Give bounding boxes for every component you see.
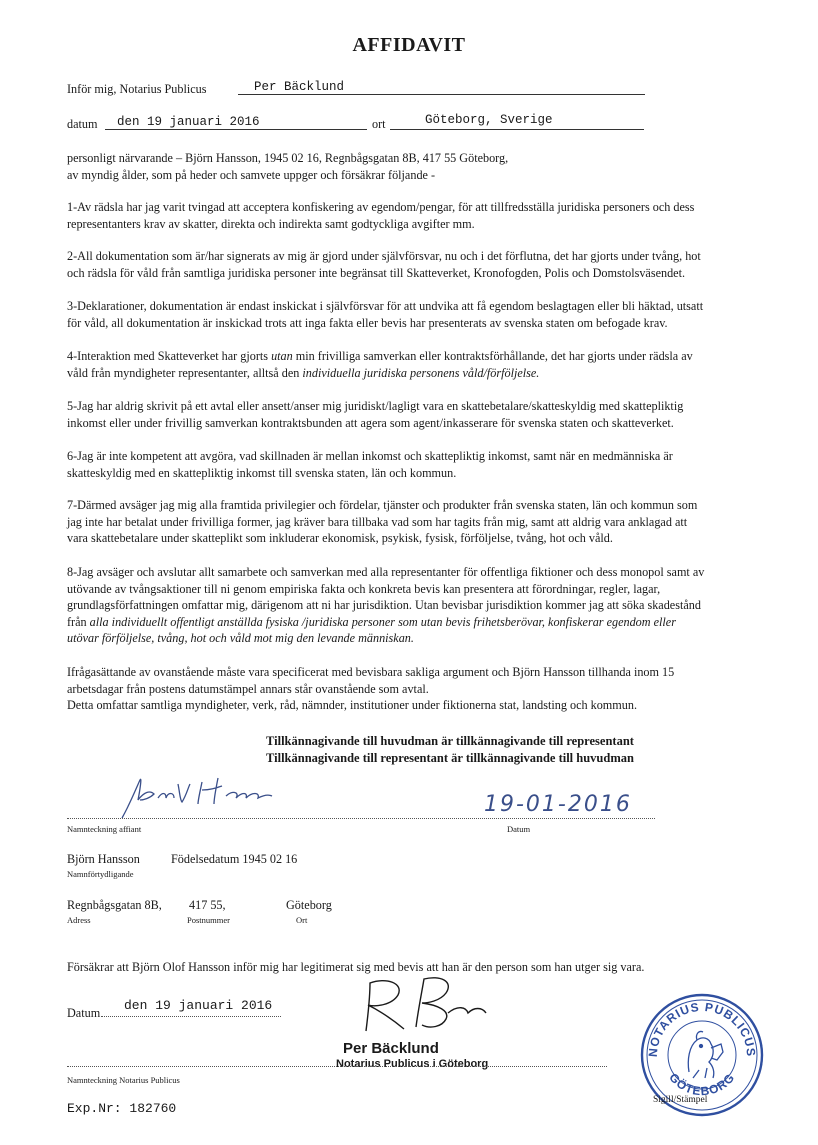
- paragraph-line: [67, 614, 818, 631]
- paragraph-line: inkomst eller under frivillig samverkan kontraktsbunden att agera som agent/inkasserare för svenska staten och skatteverket.: [67, 415, 674, 430]
- affiant-city: Göteborg: [286, 898, 332, 912]
- paragraph-line: representanters krav av skatter, direkta och indirekta samt godtyckliga avgifter mm.: [67, 216, 475, 231]
- intro-line: personligt närvarande – Björn Hansson, 1945 02 16, Regnbågsgatan 8B, 417 55 Göteborg,: [67, 151, 509, 165]
- text-run: 4-Interaktion med Skatteverket har gjorts: [67, 349, 272, 363]
- notary-date-field: den 19 januari 2016: [124, 998, 273, 1013]
- closing-paragraph: [67, 664, 818, 714]
- notary-signature-line: [67, 1066, 607, 1067]
- affiant-signature-line: [67, 818, 655, 819]
- seal-bottom-text: GÖTEBORG: [666, 1070, 738, 1099]
- paragraph-line: 8-Jag avsäger och avslutar allt samarbete och samverkan med alla representanter för offentliga fiktioner och dess monopol samt av: [67, 565, 705, 579]
- paragraph-5: [67, 398, 818, 431]
- paragraph-line: utövande av tvångsaktioner till ni genom empiriska fakta och konkreta bevis kan presentera att förordningar, regler, lagar,: [67, 581, 661, 596]
- affiant-street-caption: Adress: [67, 915, 91, 925]
- affiant-date-label: Datum: [507, 824, 531, 834]
- paragraph-line: 3-Deklarationer, dokumentation är endast inskickat i självförsvar för att undvika att få egendom beslagtagen eller bli häktad, utsatt: [67, 299, 704, 313]
- maxim-2: Tillkännagivande till representant är tillkännagivande till huvudman: [266, 751, 634, 765]
- certification-text: Försäkrar att Björn Olof Hansson inför mig har legitimerat sig med bevis att han är den person som han utger sig vara.: [67, 960, 645, 974]
- paragraph-line: arbetsdagar från postens datumstämpel annars står ovanstående som avtal.: [67, 681, 429, 696]
- paragraph-line: skatteskyldig med en skattepliktig inkomst till svenska staten, län och kommun.: [67, 465, 457, 480]
- affiant-street: Regnbågsgatan 8B,: [67, 898, 162, 912]
- notary-stamp-name: Per Bäcklund: [343, 1040, 439, 1057]
- notary-date-label: Datum: [67, 1006, 101, 1020]
- affiant-postcode-caption: Postnummer: [187, 915, 230, 925]
- place-line: [390, 129, 644, 130]
- paragraph-8: [67, 564, 818, 647]
- notary-name-field: Per Bäcklund: [254, 80, 345, 94]
- affiant-city-caption: Ort: [296, 915, 308, 925]
- paragraph-7: [67, 497, 818, 547]
- notary-date-line: [101, 1016, 281, 1017]
- text-run: våld från myndigheter representanter, alltså den: [67, 365, 303, 380]
- affiant-birth: Födelsedatum 1945 02 16: [171, 852, 298, 866]
- paragraph-line: [67, 348, 818, 365]
- paragraph-line: [67, 630, 818, 647]
- paragraph-3: [67, 298, 818, 331]
- affiant-postcode: 417 55,: [189, 898, 226, 912]
- document-title: AFFIDAVIT: [352, 34, 466, 56]
- text-run: från: [67, 614, 90, 629]
- affiant-name: Björn Hansson: [67, 852, 140, 866]
- paragraph-line: Detta omfattar samtliga myndigheter, verk, råd, nämnder, institutioner under fiktionerna stat, landsting och kommun.: [67, 698, 637, 713]
- date-field: den 19 januari 2016: [117, 115, 260, 129]
- paragraph-line: 7-Därmed avsäger jag mig alla framtida privilegier och fördelar, tjänster och produkter från svenska staten, län och kommun som: [67, 498, 698, 512]
- italic-run: individuella juridiska personens våld/förföljelse.: [302, 365, 540, 380]
- place-label: ort: [372, 117, 386, 131]
- paragraph-1: [67, 199, 818, 232]
- seal-lion-emblem: [688, 1031, 723, 1078]
- date-line: [105, 129, 367, 130]
- paragraph-line: för våld, all dokumentation är inskickad trots att inga fakta eller bevis har presenterats av svenska staten om befogade krav.: [67, 315, 668, 330]
- notary-stamp-title: Notarius Publicus i Göteborg: [336, 1058, 489, 1070]
- date-label: datum: [67, 117, 98, 131]
- seal-label: Sigill/Stämpel: [653, 1095, 708, 1105]
- paragraph-line: 1-Av rädsla har jag varit tvingad att acceptera konfiskering av egendom/pengar, för att tillfredsställa juridiska personers och dess: [67, 200, 695, 214]
- paragraph-6: [67, 448, 818, 481]
- maxim-1: Tillkännagivande till huvudman är tillkännagivande till representant: [266, 734, 634, 748]
- paragraph-line: 2-All dokumentation som är/har signerats av mig är gjord under självförsvar, nu och i det förflutna, det har gjorts under tvång, hot: [67, 249, 701, 263]
- intro-paragraph: [67, 150, 818, 183]
- place-field: Göteborg, Sverige: [425, 113, 553, 127]
- paragraph-line: grundlagsförfattningen omfattar mig, därigenom att ni har jurisdiktion. Utan bevisbar jurisdiktion kommer jag att söka skadestånd: [67, 598, 701, 613]
- paragraph-line: vara skattebetalare under skatteplikt som inkluderar ekonomisk, psykisk, fysisk, förföljelse, tvång, hot och våld.: [67, 531, 613, 546]
- exp-number: Exp.Nr: 182760: [67, 1101, 177, 1116]
- before-me-label: Inför mig, Notarius Publicus: [67, 82, 207, 96]
- paragraph-line: 6-Jag är inte kompetent att avgöra, vad skillnaden är mellan inkomst och skattepliktig inkomst, samt när en medmänniska är: [67, 449, 673, 463]
- italic-run: utövar förföljelse, tvång, hot och våld mot mig den levande människan.: [67, 631, 414, 646]
- affiant-signature-label: Namnteckning affiant: [67, 824, 142, 834]
- affiant-name-caption: Namnförtydligande: [67, 869, 134, 879]
- paragraph-4: [67, 348, 818, 381]
- italic-run: utan: [271, 349, 293, 363]
- notary-name-line: [238, 94, 645, 95]
- intro-line: av myndig ålder, som på heder och samvete uppger och försäkrar följande -: [67, 167, 436, 182]
- affiant-signature: [110, 774, 290, 824]
- text-run: min frivilliga samverkan eller kontraktsförhållande, det har gjorts under rädsla av: [292, 349, 693, 363]
- seal-top-text: NOTARIUS PUBLICUS: [645, 999, 759, 1058]
- paragraph-line: 5-Jag har aldrig skrivit på ett avtal eller ansett/anser mig juridiskt/lagligt vara en skattebetalare/skatteskyldig med skattepliktig: [67, 399, 684, 413]
- paragraph-line: Ifrågasättande av ovanstående måste vara specificerat med bevisbara sakliga argument och Björn Hansson tillhanda inom 15: [67, 665, 675, 679]
- paragraph-line: [67, 365, 818, 382]
- italic-run: alla individuellt offentligt anställda fysiska /juridiska personer som utan bevis frihetsberövar, konfiskerar egendom eller: [89, 614, 676, 629]
- paragraph-line: och rädsla för våld från samtliga juridiska personer inte begränsat till Skatteverket, Kronofogden, Polis och Domstolsväsendet.: [67, 265, 686, 280]
- paragraph-line: jag inte har betalat under frivilliga former, jag kräver bara tillbaka vad som har tagits från mig, samt att aldrig vara anklagad att: [67, 514, 688, 529]
- paragraph-2: [67, 248, 818, 281]
- notary-signature-label: Namnteckning Notarius Publicus: [67, 1075, 180, 1085]
- handwritten-date: 19-01-2016: [484, 792, 632, 817]
- notary-signature: [346, 975, 516, 1035]
